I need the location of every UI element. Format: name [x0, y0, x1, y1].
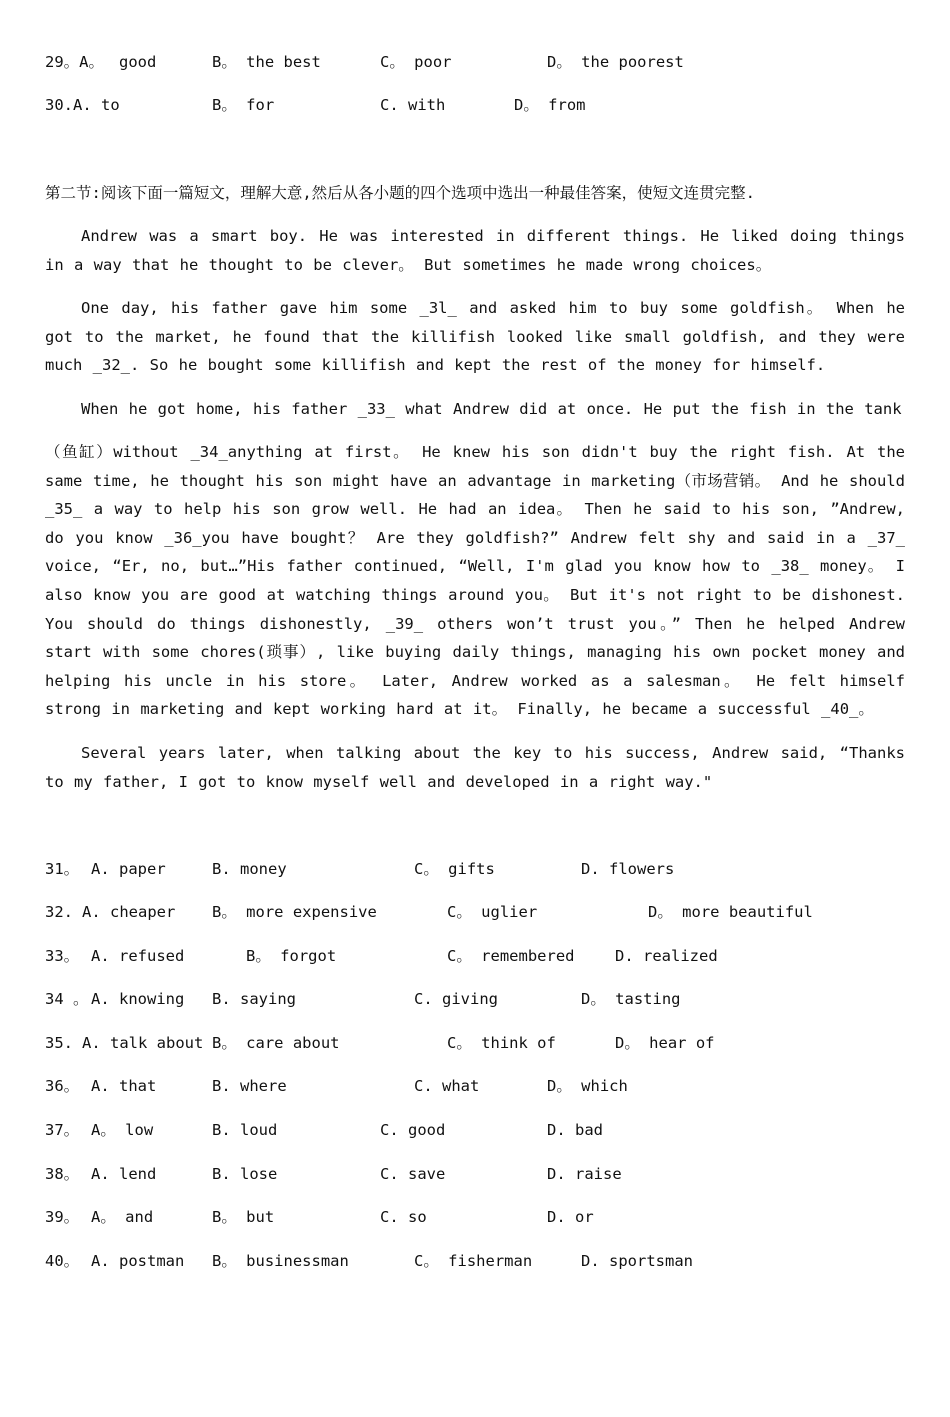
passage-paragraph-3-first-line [45, 395, 905, 424]
option-a: good [119, 53, 157, 71]
option-a: A。 low [91, 1121, 154, 1139]
option-a: A. that [91, 1077, 157, 1095]
option-b: B. loud [212, 1121, 278, 1139]
option-b: B. money [212, 860, 287, 878]
question-35 [45, 1031, 715, 1055]
option-c: C. so [380, 1208, 427, 1226]
paragraph-text: Andrew was a smart boy. He was interested in different things. He liked doing things in a way that he thought to be clever。 But sometimes he made wrong choices。 [45, 227, 905, 274]
option-b: B。 more expensive [212, 903, 377, 921]
question-number: 31。 [45, 860, 80, 878]
question-31 [45, 857, 675, 881]
option-d: D. raise [547, 1165, 622, 1183]
question-39 [45, 1205, 594, 1229]
question-32 [45, 900, 813, 924]
paragraph-text: （鱼缸）without _34_anything at first。 He knew his son didn't buy the right fish. At the same time, he thought his son might have an advantage in marketing（市场营销。 And he should _35_ a way to help his son grow well. He had an idea。 Then he said to his son, ”Andrew, do you know _36_you have bought？ Are they goldfish?” Andrew felt shy and said in a _37_ voice, “Er, no, but…”His father continued, “Well, I'm glad you know how to _38_ money。 I also know you are good at watching things around you。 But it's not right to be dishonest. You should do things dishonestly, _39_ others won’t trust you。” Then he helped Andrew start with some chores(琐事）, like buying daily things, managing his own pocket money and helping his uncle in his store。 Later, Andrew worked as a salesman。 He felt himself strong in marketing and kept working hard at it。 Finally, he became a successful _40_。 [45, 443, 905, 719]
option-c: C。 uglier [447, 903, 538, 921]
question-number: 38。 [45, 1165, 80, 1183]
option-d: D。 which [547, 1077, 628, 1095]
question-number: 35. [45, 1034, 73, 1052]
question-number: 32. [45, 903, 73, 921]
option-b: B。 but [212, 1208, 275, 1226]
passage-paragraph-3 [45, 438, 905, 724]
option-b: B. saying [212, 990, 296, 1008]
option-c: C。 think of [447, 1034, 556, 1052]
option-c: C。 gifts [414, 860, 495, 878]
question-36 [45, 1074, 628, 1098]
option-d: D。 more beautiful [648, 903, 813, 921]
question-number: 39。 [45, 1208, 80, 1226]
question-30 [45, 93, 586, 117]
option-d: D。 from [514, 96, 586, 114]
option-b: B. where [212, 1077, 287, 1095]
option-c: C。 fisherman [414, 1252, 533, 1270]
question-40 [45, 1249, 693, 1273]
passage-paragraph-4 [45, 739, 905, 796]
question-number: 34 。 [45, 990, 89, 1008]
passage-paragraph-2 [45, 294, 905, 380]
option-b: B。 for [212, 96, 275, 114]
section-title: 第二节:阅该下面一篇短文，理解大意,然后从各小题的四个选项中选出一种最佳答案，使短文连贯完整. [45, 184, 755, 202]
option-d: D. bad [547, 1121, 603, 1139]
question-38 [45, 1162, 622, 1186]
option-d: D. or [547, 1208, 594, 1226]
question-29 [45, 50, 684, 74]
paragraph-text: When he got home, his father _33_ what Andrew did at once. He put the fish in the tank [81, 400, 902, 418]
option-c: C. what [414, 1077, 480, 1095]
option-c: C. good [380, 1121, 446, 1139]
option-d: D。 the poorest [547, 53, 684, 71]
option-c: C. with [380, 96, 446, 114]
option-d: D. realized [615, 947, 718, 965]
option-b: B。 businessman [212, 1252, 349, 1270]
option-a: A. cheaper [82, 903, 176, 921]
option-b: B. lose [212, 1165, 278, 1183]
option-a: A. knowing [91, 990, 185, 1008]
option-a: A. paper [91, 860, 166, 878]
option-a: A. refused [91, 947, 185, 965]
question-number: 37。 [45, 1121, 80, 1139]
option-a: A。 and [91, 1208, 154, 1226]
question-37 [45, 1118, 603, 1142]
option-b: B。 forgot [246, 947, 337, 965]
option-a: to [101, 96, 120, 114]
option-d: D. sportsman [581, 1252, 693, 1270]
paragraph-text: One day, his father gave him some _3l_ and asked him to buy some goldfish。 When he got to the market, he found that the killifish looked like small goldfish, and they were much _32_. So he bought some killifish and kept the rest of the money for himself. [45, 299, 905, 375]
question-34 [45, 987, 681, 1011]
option-a: A. talk about [82, 1034, 204, 1052]
option-b: B。 the best [212, 53, 321, 71]
option-c: C。 poor [380, 53, 452, 71]
option-d: D。 tasting [581, 990, 681, 1008]
option-c: C。 remembered [447, 947, 575, 965]
option-d: D。 hear of [615, 1034, 715, 1052]
passage-paragraph-1 [45, 222, 905, 279]
option-a: A. lend [91, 1165, 157, 1183]
question-number: 33。 [45, 947, 80, 965]
option-c: C. giving [414, 990, 498, 1008]
option-a: A. postman [91, 1252, 185, 1270]
option-b: B。 care about [212, 1034, 340, 1052]
option-d: D. flowers [581, 860, 675, 878]
question-number: 36。 [45, 1077, 80, 1095]
option-c: C. save [380, 1165, 446, 1183]
question-number: 29。A。 [45, 53, 104, 71]
question-number: 40。 [45, 1252, 80, 1270]
question-33 [45, 944, 718, 968]
paragraph-text: Several years later, when talking about the key to his success, Andrew said, “Thanks to my father, I got to know myself well and developed in a right way." [45, 744, 905, 791]
question-number: 30.A. [45, 96, 92, 114]
